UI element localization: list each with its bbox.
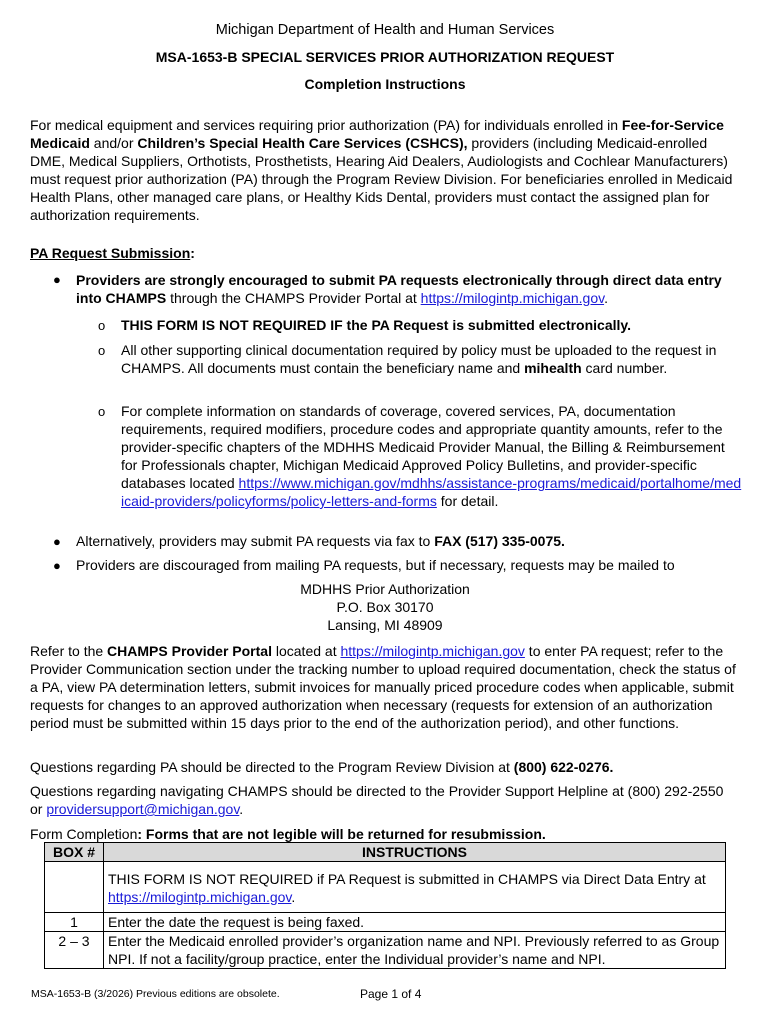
- champs-dde-link[interactable]: https://milogintp.michigan.gov: [108, 889, 292, 905]
- instruction-text: Enter the date the request is being faxed.: [104, 913, 726, 932]
- footer-form-id: MSA-1653-B (3/2026) Previous editions are obsolete.: [31, 988, 280, 1000]
- champs-portal-link[interactable]: https://milogintp.michigan.gov: [420, 290, 605, 306]
- champs-portal-link-2[interactable]: https://milogintp.michigan.gov: [340, 643, 525, 659]
- table-header-row: [45, 843, 726, 862]
- table-row: THIS FORM IS NOT REQUIRED if PA Request is submitted in CHAMPS via Direct Data Entry at https://milogintp.michigan.gov.: [45, 862, 726, 913]
- address-line-3: Lansing, MI 48909: [327, 617, 443, 633]
- questions-pa: Questions regarding PA should be directed to the Program Review Division at (800) 622-0276.: [30, 759, 614, 775]
- bullet-electronic-submission: Providers are strongly encouraged to submit PA requests electronically through direct data entry into CHAMPS through the CHAMPS Provider Portal at https://milogintp.michigan.gov.: [76, 272, 722, 306]
- circle-bullet-icon: o: [98, 404, 106, 419]
- refer-paragraph: Refer to the CHAMPS Provider Portal located at https://milogintp.michigan.gov to enter PA request; refer to the Provider Communication section under the tracking number to upload required documentation, check the status of a PA, view PA determination letters, submit invoices for manually priced procedure codes when applicable, submit requests for changes to an approved authorization when necessary (requests for extension of an authorization period must be submitted within 15 days prior to the end of the authorization period), and other functions.: [30, 643, 736, 731]
- box-column-header: BOX #: [45, 843, 104, 862]
- form-subtitle: Completion Instructions: [304, 76, 466, 92]
- circle-bullet-icon: o: [98, 318, 106, 333]
- footer-page-number: Page 1 of 4: [360, 987, 422, 1001]
- questions-champs: Questions regarding navigating CHAMPS should be directed to the Provider Support Helpline at (800) 292-2550 or providersupport@michigan.gov.: [30, 783, 724, 817]
- provider-support-email-link[interactable]: providersupport@michigan.gov: [46, 801, 240, 817]
- mdhhs-policy-link[interactable]: https://www.michigan.gov/mdhhs/assistance-programs/medicaid/portalhome/medicaid-providers/policyforms/policy-letters-and-forms: [121, 475, 742, 509]
- sub-bullet-standards: For complete information on standards of coverage, covered services, PA, documentation requirements, required modifiers, procedure codes and appropriate quantity amounts, refer to the provider-specific chapters of the MDHHS Medicaid Provider Manual, the Billing & Reimbursement for Professionals chapter, Michigan Medicaid Approved Policy Bulletins, and provider-specific databases located https://www.michigan.gov/mdhhs/assistance-programs/medicaid/portalhome/medicaid-providers/policyforms/policy-letters-and-forms for detail.: [121, 403, 742, 509]
- table-row: [45, 932, 726, 969]
- bullet-icon: ●: [53, 558, 61, 573]
- instructions-column-header: INSTRUCTIONS: [104, 843, 726, 862]
- box-number: 1: [45, 913, 104, 932]
- box-number: 2 – 3: [45, 932, 104, 969]
- sub-bullet-not-required: THIS FORM IS NOT REQUIRED IF the PA Request is submitted electronically.: [121, 317, 632, 333]
- agency-name: Michigan Department of Health and Human Services: [215, 22, 555, 38]
- bullet-icon: ●: [53, 534, 61, 549]
- instructions-table: [44, 842, 726, 969]
- intro-paragraph: For medical equipment and services requiring prior authorization (PA) for individuals enrolled in Fee-for-Service Medicaid and/or Children’s Special Health Care Services (CSHCS), providers (including Medicaid-enrolled DME, Medical Suppliers, Orthotists, Prosthetists, Hearing Aid Dealers, Audiologists and Cochlear Manufacturers) must request prior authorization (PA) through the Program Review Division. For beneficiaries enrolled in Medicaid Health Plans, other managed care plans, or Healthy Kids Dental, providers must contact the assigned plan for authorization requirements.: [30, 117, 733, 223]
- circle-bullet-icon: o: [98, 343, 106, 358]
- address-line-1: MDHHS Prior Authorization: [300, 581, 470, 597]
- instruction-text: Enter the Medicaid enrolled provider’s organization name and NPI. Previously referred to as Group NPI. If not a facility/group practice, enter the Individual provider’s name and NPI.: [104, 932, 726, 969]
- bullet-mail: Providers are discouraged from mailing PA requests, but if necessary, requests may be mailed to: [76, 557, 675, 573]
- bullet-icon: ●: [53, 272, 61, 287]
- form-title: MSA-1653-B SPECIAL SERVICES PRIOR AUTHORIZATION REQUEST: [155, 49, 615, 65]
- address-line-2: P.O. Box 30170: [336, 599, 434, 615]
- form-completion-note: Form Completion: Forms that are not legible will be returned for resubmission.: [30, 826, 546, 842]
- submission-heading: PA Request Submission:: [30, 245, 195, 261]
- sub-bullet-documentation: All other supporting clinical documentation required by policy must be uploaded to the request in CHAMPS. All documents must contain the beneficiary name and mihealth card number.: [121, 342, 717, 376]
- table-row: [45, 913, 726, 932]
- bullet-fax: Alternatively, providers may submit PA requests via fax to FAX (517) 335-0075.: [76, 533, 565, 549]
